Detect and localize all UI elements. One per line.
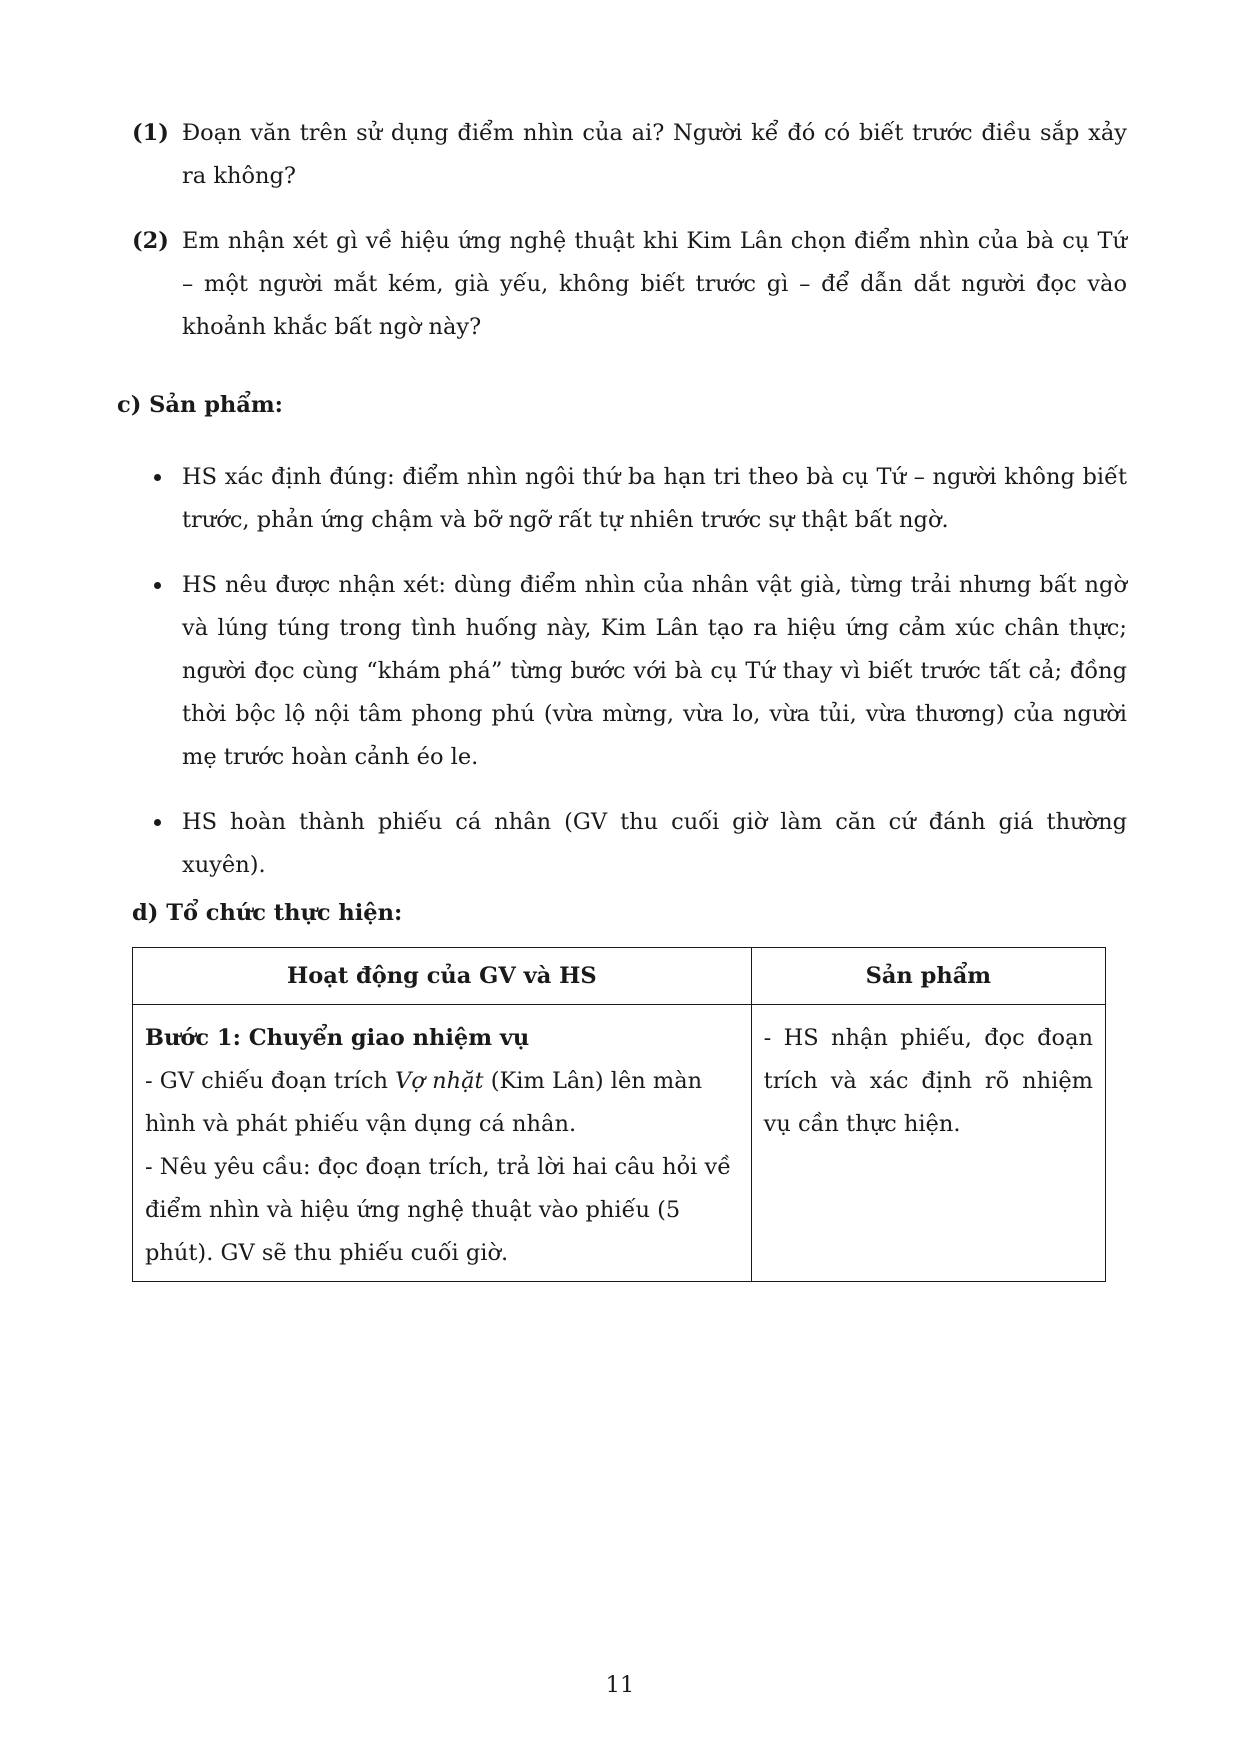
list-item [150,456,1127,542]
activity-line: - Nêu yêu cầu: đọc đoạn trích, trả lời hai câu hỏi về điểm nhìn và hiệu ứng nghệ thuật vào phiếu (5 phút). GV sẽ thu phiếu cuối giờ. [145,1154,732,1266]
activity-line [145,1060,739,1146]
question-number: (2) [132,228,169,254]
page-number: 11 [605,1672,635,1698]
product-cell: - HS nhận phiếu, đọc đoạn trích và xác định rõ nhiệm vụ cần thực hiện. [751,1005,1105,1282]
table-header-product: Sản phẩm [751,948,1105,1005]
activity-cell [133,1005,752,1282]
table-row [133,1005,1106,1282]
activity-text: - GV chiếu đoạn trích [145,1068,396,1094]
work-title: Vợ nhặt [395,1068,484,1094]
table-header-row [133,948,1106,1005]
list-item [150,801,1127,887]
list-item [150,564,1127,779]
bullet-icon [154,474,161,481]
section-d-heading: d) Tổ chức thực hiện: [132,900,403,926]
bullet-icon [154,819,161,826]
step-title: Bước 1: Chuyển giao nhiệm vụ [145,1025,530,1051]
bullet-icon [154,582,161,589]
question-item [132,220,1127,349]
section-c-heading: c) Sản phẩm: [117,392,283,418]
question-list [132,112,1127,371]
question-text: Em nhận xét gì về hiệu ứng nghệ thuật khi Kim Lân chọn điểm nhìn của bà cụ Tứ – một người mắt kém, già yếu, không biết trước gì – để dẫn dắt người đọc vào khoảnh khắc bất ngờ này? [182,228,1127,340]
list-item-text: HS xác định đúng: điểm nhìn ngôi thứ ba hạn tri theo bà cụ Tứ – người không biết trước, phản ứng chậm và bỡ ngỡ rất tự nhiên trước sự thật bất ngờ. [182,464,1127,533]
activity-text: (Kim Lân) lên màn hình và phát phiếu vận dụng cá nhân. [145,1068,703,1137]
question-item [132,112,1127,198]
list-item-text: HS hoàn thành phiếu cá nhân (GV thu cuối giờ làm căn cứ đánh giá thường xuyên). [182,809,1127,878]
question-text: Đoạn văn trên sử dụng điểm nhìn của ai? Người kể đó có biết trước điều sắp xảy ra không? [182,120,1127,189]
product-bullet-list [150,456,1127,909]
activity-table [132,947,1106,1282]
table-header-activity: Hoạt động của GV và HS [133,948,752,1005]
list-item-text: HS nêu được nhận xét: dùng điểm nhìn của nhân vật già, từng trải nhưng bất ngờ và lúng túng trong tình huống này, Kim Lân tạo ra hiệu ứng cảm xúc chân thực; người đọc cùng “khám phá” từng bước với bà cụ Tứ thay vì biết trước tất cả; đồng thời bộc lộ nội tâm phong phú (vừa mừng, vừa lo, vừa tủi, vừa thương) của người mẹ trước hoàn cảnh éo le. [182,572,1127,770]
question-number: (1) [132,120,169,146]
